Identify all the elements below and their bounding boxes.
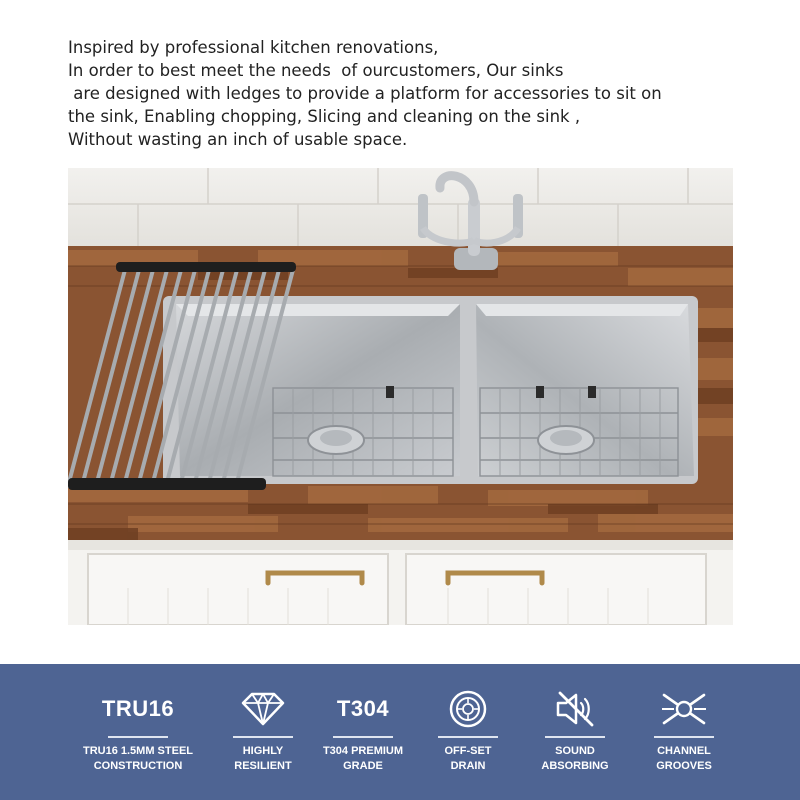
mute-speaker-icon: [513, 690, 637, 728]
divider-rule: [233, 736, 293, 738]
intro-line: Inspired by professional kitchen renovations,: [68, 38, 439, 57]
divider-rule: [108, 736, 168, 738]
t304-label: T304: [336, 696, 390, 721]
feature-band: [0, 664, 800, 800]
divider-rule: [438, 736, 498, 738]
feature-sound: [513, 664, 637, 800]
tru16-label: TRU16: [101, 696, 175, 721]
feature-tru16: [76, 664, 200, 800]
drain-icon: [406, 690, 530, 728]
divider-rule: [654, 736, 714, 738]
feature-caption: HIGHLY RESILIENT: [234, 745, 292, 772]
feature-grooves: [622, 664, 746, 800]
intro-line: In order to best meet the needs of ourcustomers, Our sinks: [68, 61, 564, 80]
intro-line: are designed with ledges to provide a platform for accessories to sit on: [68, 84, 662, 103]
intro-text: [68, 36, 708, 151]
sink-product-photo: [68, 168, 733, 625]
divider-rule: [333, 736, 393, 738]
feature-caption: T304 PREMIUM GRADE: [322, 745, 404, 772]
feature-caption: TRU16 1.5MM STEEL CONSTRUCTION: [82, 745, 194, 772]
channel-grooves-icon: [622, 690, 746, 728]
intro-line: Without wasting an inch of usable space.: [68, 130, 408, 149]
divider-rule: [545, 736, 605, 738]
feature-tru16-mark: [76, 690, 200, 728]
feature-caption: OFF-SET DRAIN: [444, 745, 492, 772]
feature-caption: SOUND ABSORBING: [541, 745, 609, 772]
feature-caption: CHANNEL GROOVES: [656, 745, 712, 772]
feature-drain: [406, 664, 530, 800]
intro-line: the sink, Enabling chopping, Slicing and cleaning on the sink ,: [68, 107, 581, 126]
